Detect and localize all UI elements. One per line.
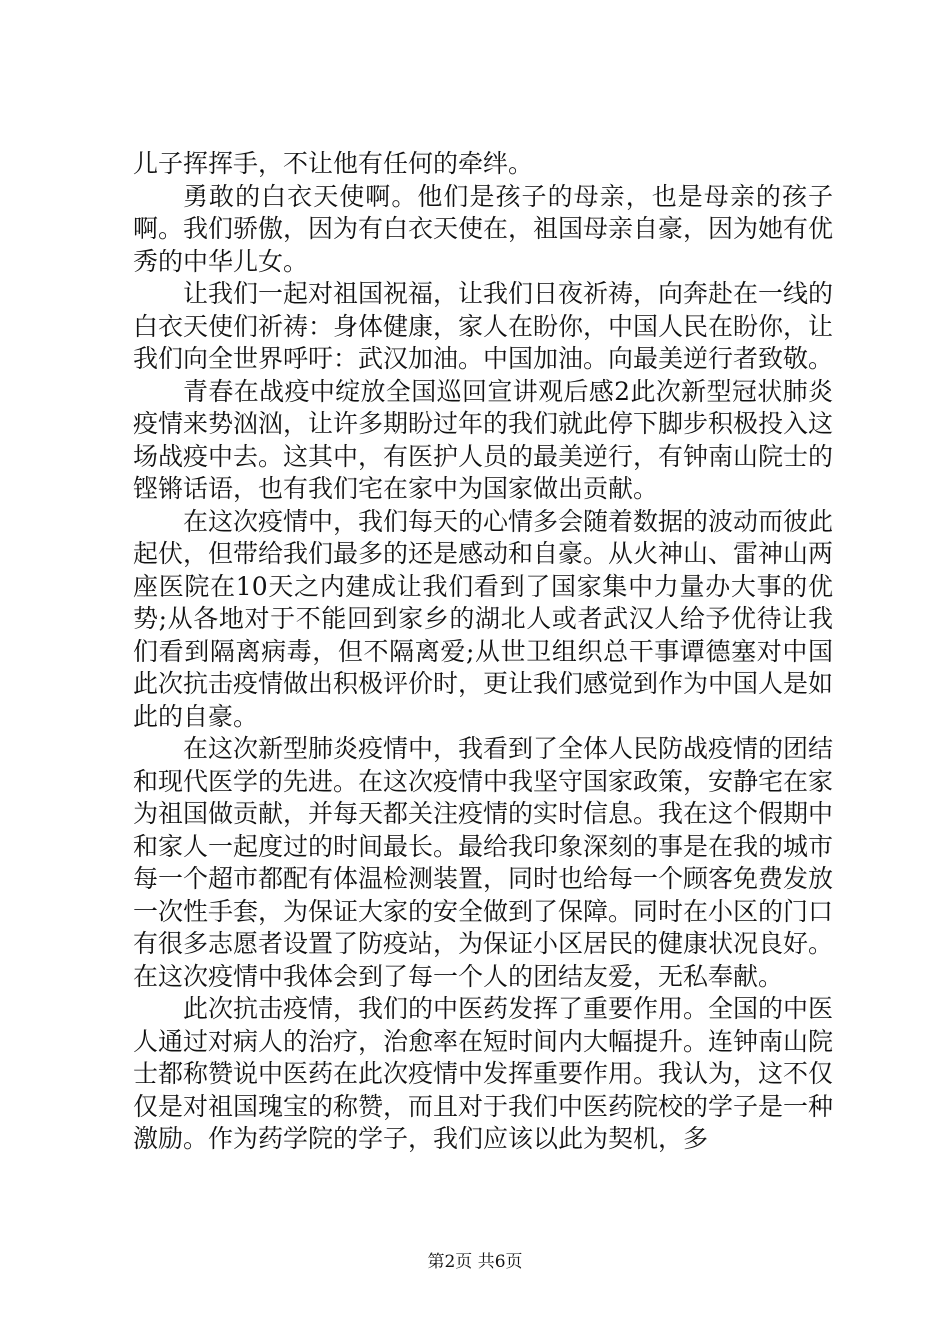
document-body xyxy=(133,148,833,1156)
paragraph: 在这次新型肺炎疫情中，我看到了全体人民防战疫情的团结和现代医学的先进。在这次疫情中我坚守国家政策，安静宅在家为祖国做贡献，并每天都关注疫情的实时信息。我在这个假期中和家人一起度过的时间最长。最给我印象深刻的事是在我的城市每一个超市都配有体温检测装置，同时也给每一个顾客免费发放一次性手套，为保证大家的安全做到了保障。同时在小区的门口有很多志愿者设置了防疫站，为保证小区居民的健康状况良好。在这次疫情中我体会到了每一个人的团结友爱，无私奉献。 xyxy=(133,734,834,991)
paragraph: 青春在战疫中绽放全国巡回宣讲观后感2此次新型冠状肺炎疫情来势汹汹，让许多期盼过年的我们就此停下脚步积极投入这场战疫中去。这其中，有医护人员的最美逆行，有钟南山院士的铿锵话语，也有我们宅在家中为国家做出贡献。 xyxy=(133,376,834,503)
paragraph: 勇敢的白衣天使啊。他们是孩子的母亲，也是母亲的孩子啊。我们骄傲，因为有白衣天使在，祖国母亲自豪，因为她有优秀的中华儿女。 xyxy=(133,181,834,276)
paragraph: 让我们一起对祖国祝福，让我们日夜祈祷，向奔赴在一线的白衣天使们祈祷：身体健康，家人在盼你，中国人民在盼你，让我们向全世界呼吁：武汉加油。中国加油。向最美逆行者致敬。 xyxy=(133,279,834,373)
paragraph-continuation: 儿子挥挥手，不让他有任何的牵绊。 xyxy=(133,149,534,178)
page-number-footer: 第2页 共6页 xyxy=(427,1252,523,1272)
paragraph: 在这次疫情中，我们每天的心情多会随着数据的波动而彼此起伏，但带给我们最多的还是感动和自豪。从火神山、雷神山两座医院在10天之内建成让我们看到了国家集中力量办大事的优势;从各地对于不能回到家乡的湖北人或者武汉人给予优待让我们看到隔离病毒，但不隔离爱;从世卫组织总干事谭德塞对中国此次抗击疫情做出积极评价时，更让我们感觉到作为中国人是如此的自豪。 xyxy=(133,506,834,731)
paragraph: 此次抗击疫情，我们的中医药发挥了重要作用。全国的中医人通过对病人的治疗，治愈率在短时间内大幅提升。连钟南山院士都称赞说中医药在此次疫情中发挥重要作用。我认为，这不仅仅是对祖国瑰宝的称赞，而且对于我们中医药院校的学子是一种激励。作为药学院的学子，我们应该以此为契机，多 xyxy=(133,994,834,1153)
